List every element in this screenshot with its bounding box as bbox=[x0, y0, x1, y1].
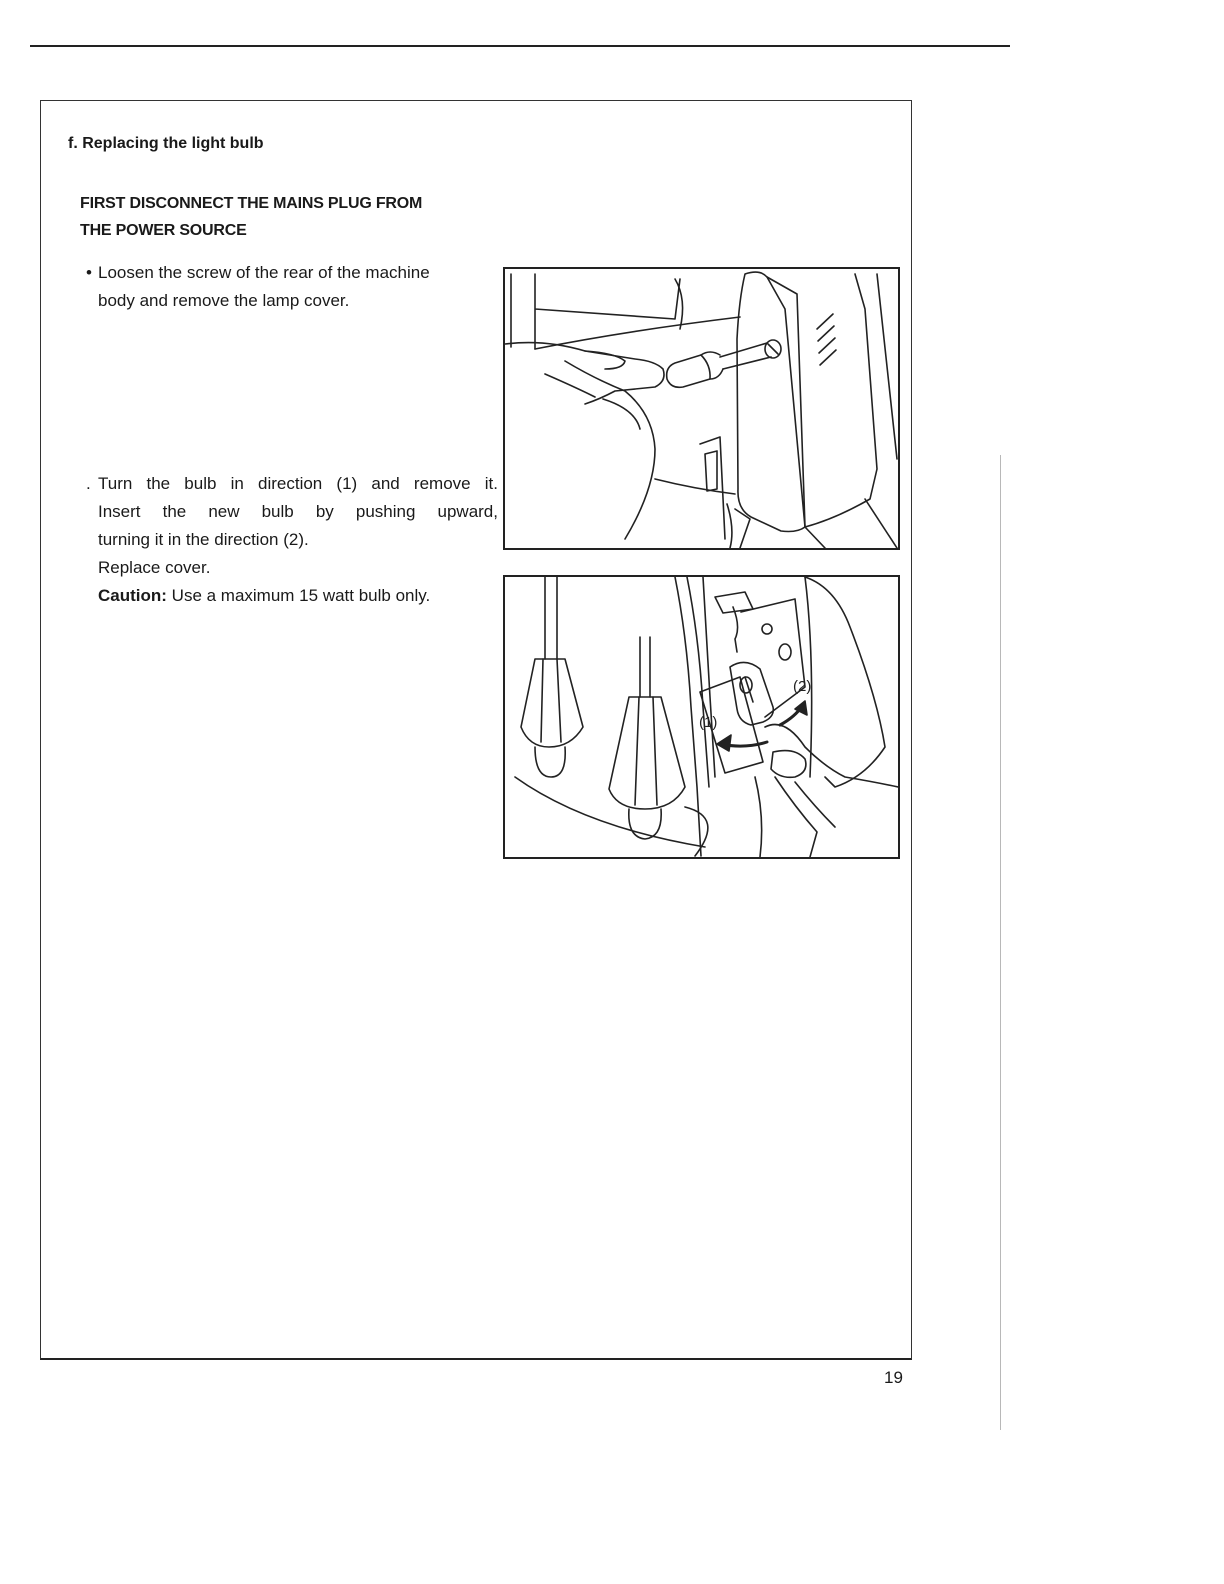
step2-line-4: Replace cover. bbox=[98, 558, 211, 577]
caution-label: Caution: bbox=[98, 586, 167, 605]
step-replace-bulb bbox=[86, 470, 498, 610]
step2-line-1: Turn the bulb in direction (1) and remove it. bbox=[98, 474, 498, 493]
figure-remove-lamp-cover bbox=[503, 267, 900, 550]
label-direction-1: (1) bbox=[699, 714, 718, 731]
label-direction-2: (2) bbox=[793, 678, 812, 695]
page-number: 19 bbox=[884, 1368, 903, 1387]
top-rule bbox=[30, 45, 1010, 47]
warning-line-1: FIRST DISCONNECT THE MAINS PLUG FROM bbox=[80, 195, 423, 212]
bullet-icon: . bbox=[86, 474, 91, 493]
warning-text bbox=[80, 190, 500, 244]
step1-line-1: Loosen the screw of the rear of the machine bbox=[98, 263, 430, 282]
illustration-bulb bbox=[505, 577, 898, 857]
figure-replace-bulb bbox=[503, 575, 900, 859]
illustration-screwdriver bbox=[505, 269, 898, 548]
step2-line-3: turning it in the direction (2). bbox=[98, 530, 309, 549]
step-remove-cover bbox=[86, 259, 498, 315]
caution-line bbox=[98, 582, 498, 610]
section-title: f. Replacing the light bulb bbox=[68, 135, 264, 152]
bullet-icon: • bbox=[86, 263, 92, 282]
step1-line-2: body and remove the lamp cover. bbox=[98, 291, 350, 310]
scan-edge-line bbox=[1000, 455, 1001, 1430]
step2-line-2: Insert the new bulb by pushing upward, bbox=[98, 502, 498, 521]
caution-text: Use a maximum 15 watt bulb only. bbox=[166, 586, 431, 605]
warning-line-2: THE POWER SOURCE bbox=[80, 222, 247, 239]
